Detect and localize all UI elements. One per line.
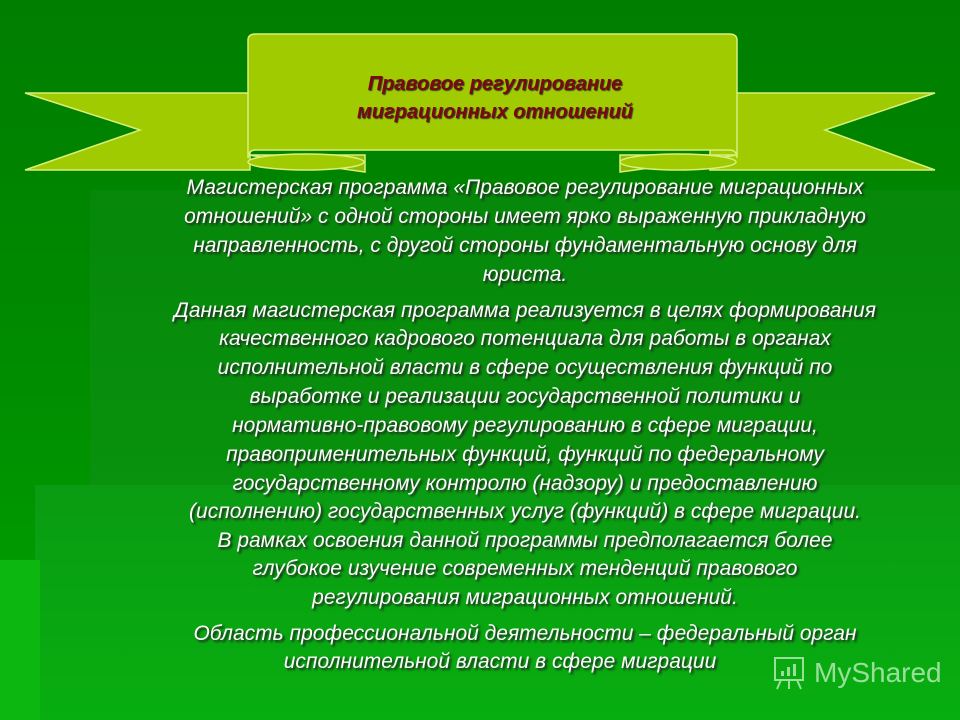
paragraph-line: качественного кадрового потенциала для работы в органах	[219, 327, 831, 350]
paragraph-line: глубокое изучение современных тенденций правового	[252, 557, 798, 580]
presentation-board-icon	[772, 655, 806, 691]
paragraph-line: государственному контролю (надзору) и предоставлению	[232, 472, 818, 495]
paragraph-line: (исполнению) государственных услуг (функций) в сфере миграции.	[189, 500, 861, 523]
paragraph-line: регулирования миграционных отношений.	[312, 586, 738, 609]
paragraph-line: Область профессиональной деятельности – федеральный орган	[193, 622, 857, 645]
paragraph-line: исполнительной власти в сфере миграции	[283, 650, 717, 673]
paragraph-line: отношений» с одной стороны имеет ярко выраженную прикладную	[184, 205, 866, 228]
title-line: миграционных отношений	[356, 101, 633, 123]
watermark-text: MyShared	[814, 657, 942, 688]
paragraph-line: юриста.	[482, 263, 568, 286]
watermark	[772, 655, 942, 691]
paragraph-line: В рамках освоения данной программы предполагается более	[217, 529, 833, 552]
paragraph-line: выработке и реализации государственной политики и	[249, 385, 801, 408]
paragraph-line: исполнительной власти в сфере осуществления функций по	[217, 356, 833, 379]
paragraph-line: нормативно-правовому регулированию в сфере миграции,	[232, 414, 818, 437]
paragraph-line: правоприменительных функций, функций по федеральному	[226, 443, 824, 466]
paragraph-line: Данная магистерская программа реализуется в целях формирования	[174, 299, 876, 322]
paragraph-line: Магистерская программа «Правовое регулирование миграционных	[186, 176, 864, 199]
slide-title	[250, 70, 740, 126]
title-line: Правовое регулирование	[367, 73, 623, 95]
paragraph-line: направленность, с другой стороны фундаментальную основу для	[193, 234, 857, 257]
